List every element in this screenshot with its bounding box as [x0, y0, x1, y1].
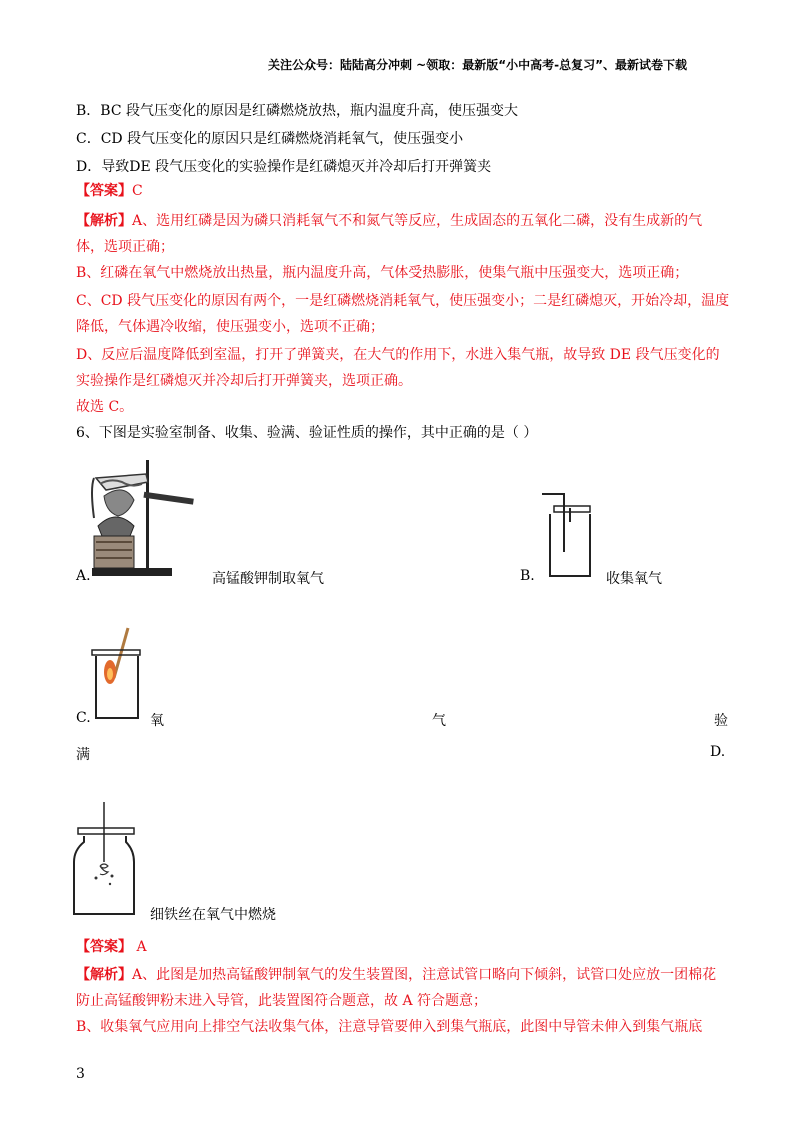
gas-collection-bottle-illustration [540, 488, 592, 580]
oxygen-test-illustration [88, 626, 144, 722]
option-d-caption: 细铁丝在氧气中燃烧 [150, 907, 276, 923]
answer-1 [76, 180, 143, 200]
answer-value: C [132, 183, 143, 199]
analysis-1-line-7: 实验操作是红磷熄灭并冷却后打开弹簧夹，选项正确。 [76, 373, 412, 389]
option-c-char-1: 氧 [150, 713, 164, 729]
option-a-caption: 高锰酸钾制取氧气 [212, 571, 324, 587]
analysis-2-line-2: 防止高锰酸钾粉末进入导管，此装置图符合题意，故 A 符合题意； [76, 993, 488, 1009]
question-6: 6、下图是实验室制备、收集、验满、验证性质的操作，其中正确的是（ ） [76, 425, 538, 441]
analysis-1-line-1: 【解析】A、选用红磷是因为磷只消耗氧气不和氮气等反应，生成固态的五氧化二磷，没有生成新的气 [76, 213, 703, 229]
analysis-1-line-5: 降低，气体遇冷收缩，使压强变小，选项不正确； [76, 319, 384, 335]
option-a-letter: A. [76, 568, 91, 584]
option-b-letter: B. [520, 568, 535, 584]
option-d-letter: D. [710, 744, 726, 760]
analysis-2-line-3: B、收集氧气应用向上排空气法收集气体，注意导管要伸入到集气瓶底，此图中导管未伸入到集气瓶底 [76, 1019, 703, 1035]
iron-wire-combustion-illustration [72, 800, 138, 916]
answer-value: A [136, 939, 147, 955]
option-b-caption: 收集氧气 [606, 571, 662, 587]
option-d-prev: D．导致DE 段气压变化的实验操作是红磷熄灭并冷却后打开弹簧夹 [76, 159, 492, 175]
analysis-label: 【解析】 [76, 213, 132, 229]
option-c-letter: C. [76, 710, 91, 726]
answer-label: 【答案】 [76, 939, 132, 955]
analysis-1-line-8: 故选 C。 [76, 399, 134, 415]
option-c-char-4: 满 [76, 747, 90, 763]
analysis-2-line-1: 【解析】A、此图是加热高锰酸钾制氧气的发生装置图，注意试管口略向下倾斜，试管口处应放一团棉花 [76, 967, 717, 983]
analysis-label: 【解析】 [76, 967, 132, 983]
option-b-prev: B．BC 段气压变化的原因是红磷燃烧放热，瓶内温度升高，使压强变大 [76, 103, 518, 119]
heating-apparatus-illustration [86, 456, 198, 580]
option-c-char-3: 验 [714, 713, 728, 729]
option-c-prev: C．CD 段气压变化的原因只是红磷燃烧消耗氧气，使压强变小 [76, 131, 464, 147]
answer-2 [76, 936, 147, 956]
page-header: 关注公众号：陆陆高分冲刺 ~领取：最新版“小中高考-总复习”、最新试卷下载 [268, 58, 687, 72]
analysis-1-line-6: D、反应后温度降低到室温，打开了弹簧夹，在大气的作用下，水进入集气瓶，故导致 DE 段气压变化的 [76, 347, 720, 363]
analysis-1-line-3: B、红磷在氧气中燃烧放出热量，瓶内温度升高，气体受热膨胀，使集气瓶中压强变大，选项正确； [76, 265, 689, 281]
analysis-1-line-2: 体，选项正确； [76, 239, 174, 255]
answer-label: 【答案】 [76, 183, 132, 199]
page-number: 3 [76, 1066, 85, 1082]
option-c-char-2: 气 [432, 713, 446, 729]
analysis-1-line-4: C、CD 段气压变化的原因有两个，一是红磷燃烧消耗氧气，使压强变小；二是红磷熄灭，开始冷却，温度 [76, 293, 730, 309]
